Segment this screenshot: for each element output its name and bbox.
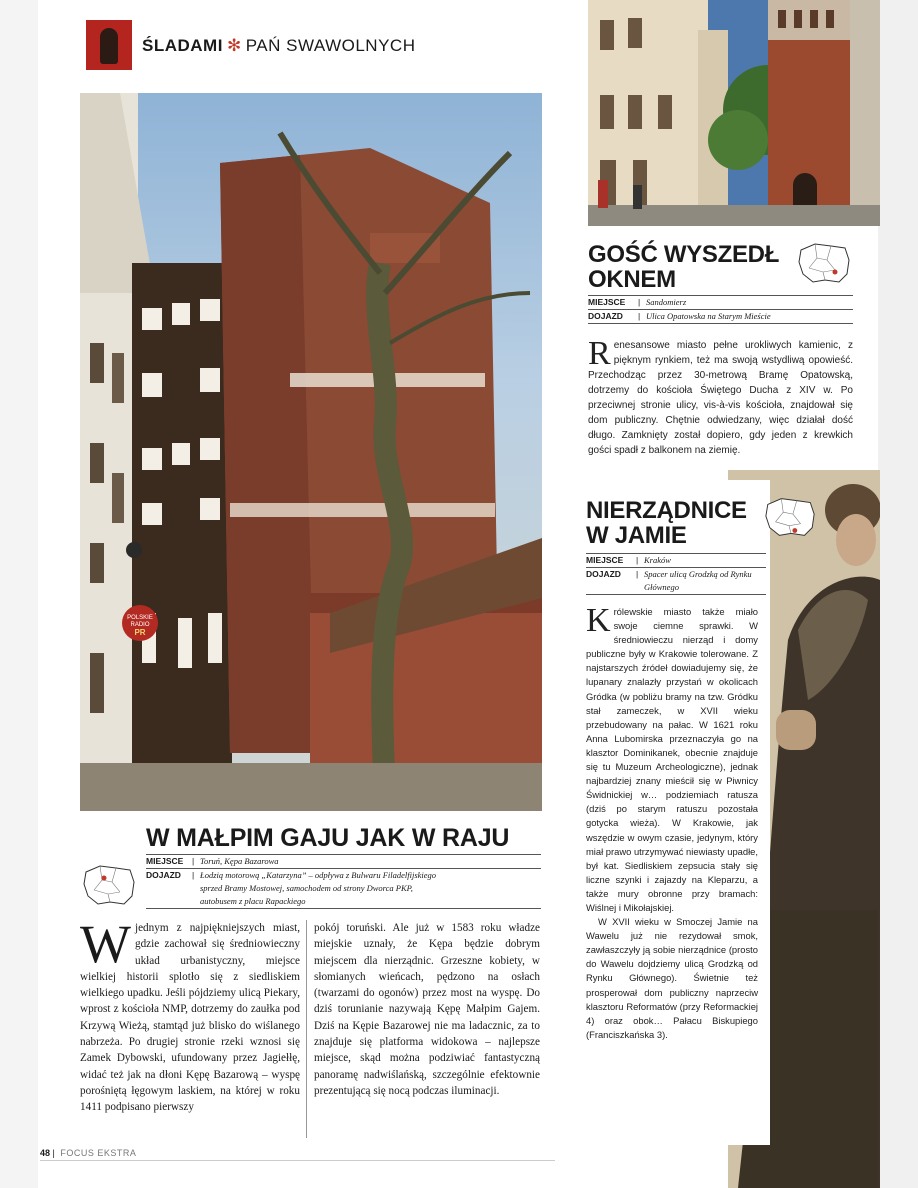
miejsce-label: MIEJSCE	[146, 856, 184, 866]
sandomierz-title-line1: GOŚĆ WYSZEDŁ	[588, 241, 780, 268]
poland-map-icon	[762, 494, 818, 540]
dojazd-value: Ulica Opatowska na Starym Mieście	[646, 311, 771, 321]
section-title-bold: ŚLADAMI	[142, 36, 223, 55]
krakow-title	[586, 498, 747, 548]
miejsce-label: MIEJSCE	[588, 297, 626, 307]
dojazd-label: DOJAZD	[586, 569, 621, 579]
article-column-1-text: jednym z najpiękniejszych miast, gdzie zachował się średniowieczny układ urbanistyczny, miejsce wielkiej historii splotło się z siedliskiem wielkiego upadku. Jeśli pójdziemy ulicą Piekary, wprost z kościoła NMP, dotrzemy do zaułka pod Krzywą Wieżą, stamtąd już blisko do wiślanego nabrzeża. Po drugiej stronie rzeki wznosi się Zamek Dybowski, ufundowany przez Jagiełłę, widać też jak na dłoni Kępę Bazarową – wyspę porośniętą łęgowym laskiem, na której w roku 1411 podpisano pierwszy	[80, 922, 300, 1114]
dropcap: W	[80, 914, 131, 974]
radio-sign-line3: PR	[134, 628, 146, 637]
sandomierz-box	[570, 228, 873, 474]
krakow-meta: MIEJSCE | Kraków DOJAZD | Spacer ulicą Grodzką od Rynku Głównego	[586, 553, 766, 595]
krakow-text-1: rólewskie miasto także miało swoje ciemne sprawki. W średniowieczu nierząd i domy publiczne były w Krakowie tolerowane. Z najstarszych źródeł dowiadujemy się, że lupanary znalazły przystań w okolicach Gródka (w pobliżu bramy na tzw. Gródku stał zameczek, w XVII wieku przebudowany na pałac. W 1621 roku Anna Lubomirska przeznaczyła go na klasztor Dominikanek, obecnie znajduje się tu Muzeum Archeologiczne), jednak najbardziej znany mieścił się w Piwnicy Świdnickiej w… podziemiach ratusza (dziś po starym ratuszu pozostała gotycka wieża). W Krakowie, jak wszędzie w owym czasie, jedynym, który miał prawo utrzymywać niewiasty upadłe, był kat. Siedliskiem zepsucia stały się liczne szynki i zajazdy na Kleparzu, a także mury obronne przy bramach: Wiślnej i Mikołajskiej.	[586, 606, 758, 913]
krakow-box	[570, 480, 770, 1145]
page-right-margin	[878, 0, 918, 1188]
radio-sign-line2: RADIO	[130, 622, 150, 628]
column-divider	[306, 920, 307, 1138]
sandomierz-meta: MIEJSCE | Sandomierz DOJAZD | Ulica Opatowska na Starym Mieście	[588, 295, 853, 324]
footer-rule	[40, 1160, 555, 1161]
page-number: 48	[40, 1148, 51, 1158]
sandomierz-text: enesansowe miasto pełne urokliwych kamienic, z pięknym rynkiem, też ma swoją wstydliwą opowieść. Przechodząc przez 30-metrową Bramę Opatowską, dotrzemy do kościoła Świętego Ducha z XIV w. Po przeciwnej stronie ulicy, vis-à-vis kościoła, znajdował się dom publiczny. Chętnie odwiedzany, więc działał dość długo. Zamknięty został dopiero, gdy jeden z krewkich gości spadł z balkonem na ziemię.	[588, 340, 853, 456]
sandomierz-title-line2: OKNEM	[588, 266, 676, 293]
krakow-title-line1: NIERZĄDNICE	[586, 497, 747, 524]
miejsce-value: Sandomierz	[646, 297, 687, 307]
dropcap: R	[588, 335, 611, 372]
radio-sign-line1: POLSKIE	[127, 615, 153, 621]
poland-map-icon	[795, 240, 853, 286]
page-left-margin	[0, 0, 38, 1188]
miejsce-value: Toruń, Kępa Bazarowa	[200, 856, 279, 866]
krakow-body	[586, 602, 758, 1042]
miejsce-value: Kraków	[644, 555, 671, 565]
miejsce-label: MIEJSCE	[586, 555, 624, 565]
dojazd-label: DOJAZD	[146, 870, 181, 880]
star-icon: ✻	[226, 36, 242, 55]
krakow-text-2: W XVII wieku w Smoczej Jamie na Wawelu już nie rezydował smok, zawłaszczyły ją sobie nierządnice (prosto do Wawelu dojdziemy ulicą Grodzką od Rynku Głównego). Świetnie też prosperował dom publiczny naprzeciw klasztoru Reformatów (przy Reformackiej 4) oraz obok… Pałacu Biskupiego (Franciszkańska 3).	[586, 916, 758, 1040]
figure-icon	[100, 28, 118, 64]
poland-map-icon	[80, 862, 138, 908]
photo-torun-tower	[80, 93, 542, 811]
krakow-title-line2: W JAMIE	[586, 522, 687, 549]
article-column-2: pokój toruński. Ale już w 1583 roku władze miejskie uznały, że Kępa będzie dobrym miejscem dla nierządnic. Grzeszne kobiety, w słomianych wieńcach, pędzono na osłach (twarzami do ogonów) przez most na wyspę. Do dziś torunianie nazywają Kępę Małpim Gajem. Dziś na Kępie Bazarowej nie ma ladacznic, za to znajduje się platforma widokowa – najlepsze miejsce, skąd można podziwiać fantastyczną panoramę nadwiślańską, szczególnie efektownie prezentującą się nocą podczas iluminacji.	[314, 922, 540, 1097]
page-footer: 48 | FOCUS EKSTRA	[40, 1148, 137, 1158]
dropcap: K	[586, 602, 611, 639]
dojazd-label: DOJAZD	[588, 311, 623, 321]
photo-sandomierz-street	[588, 0, 880, 226]
dojazd-value: Spacer ulicą Grodzką od Rynku Głównego	[644, 569, 752, 592]
section-title-rest: PAŃ SWAWOLNYCH	[245, 36, 416, 55]
sandomierz-body	[588, 335, 853, 458]
dojazd-value: Łodzią motorową „Katarzyna” – odpływa z Bulwaru Filadelfijskiego sprzed Bramy Mostowej, samochodem od strony Dworca PKP, autobusem z placu Rapackiego	[200, 870, 437, 906]
main-article-meta: MIEJSCE | Toruń, Kępa Bazarowa DOJAZD | Łodzią motorową „Katarzyna” – odpływa z Bulwaru Filadelfijskiego sprzed Bramy Mostowej, samochodem od strony Dworca PKP, autobusem z placu Rapackiego	[146, 854, 541, 909]
section-logo	[86, 20, 132, 70]
main-article-title: W MAŁPIM GAJU JAK W RAJU	[146, 824, 510, 852]
sandomierz-title	[588, 242, 779, 292]
footer-brand: FOCUS EKSTRA	[60, 1148, 137, 1158]
article-column-1	[80, 914, 300, 1116]
section-title	[142, 36, 415, 56]
